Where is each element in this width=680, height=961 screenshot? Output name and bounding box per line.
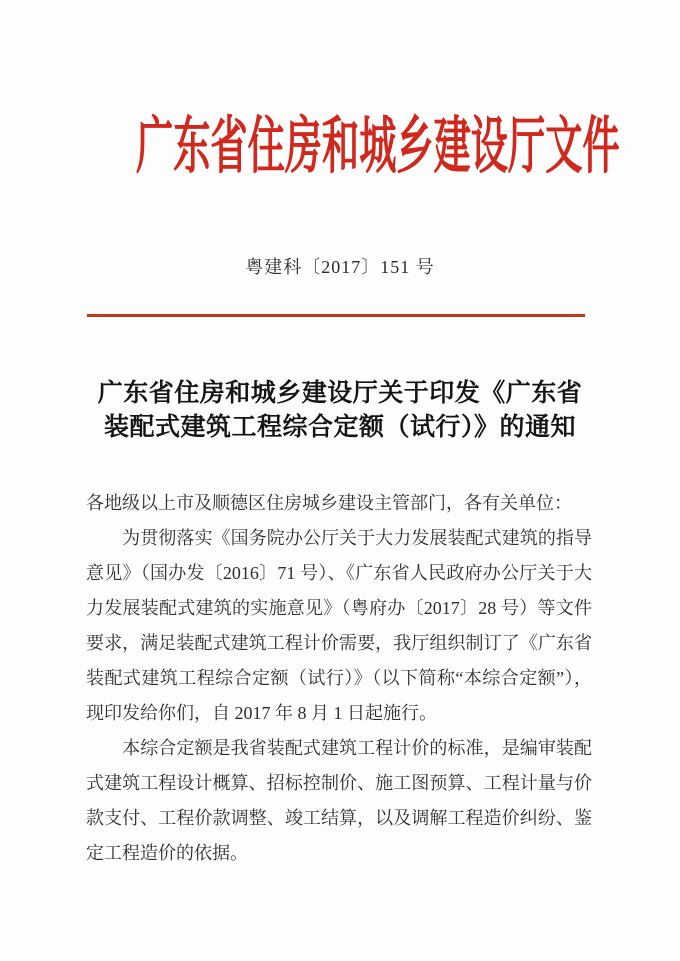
body-line: 要求，满足装配式建筑工程计价需要，我厅组织制订了《广东省 bbox=[86, 633, 592, 653]
agency-title: 广东省住房和城乡建设厅文件 bbox=[135, 113, 620, 181]
body-line: 定工程造价的依据。 bbox=[86, 843, 248, 863]
body-line-addressee: 各地级以上市及顺德区住房城乡建设主管部门，各有关单位： bbox=[86, 493, 572, 513]
body-line: 力发展装配式建筑的实施意见》（粤府办〔2017〕28 号）等文件 bbox=[86, 598, 592, 618]
document-title bbox=[50, 376, 630, 444]
body-line: 式建筑工程设计概算、招标控制价、施工图预算、工程计量与价 bbox=[86, 773, 592, 793]
body-line: 本综合定额是我省装配式建筑工程计价的标准，是编审装配 bbox=[86, 738, 592, 758]
body-line: 款支付、工程价款调整、竣工结算，以及调解工程造价纠纷、鉴 bbox=[86, 808, 592, 828]
document-title-line1: 广东省住房和城乡建设厅关于印发《广东省 bbox=[97, 379, 583, 407]
body-line: 现印发给你们，自 2017 年 8 月 1 日起施行。 bbox=[86, 703, 437, 723]
document-title-line2: 装配式建筑工程综合定额（试行）》的通知 bbox=[103, 413, 576, 441]
doc-number: 粤建科〔2017〕151 号 bbox=[245, 257, 435, 277]
document-body bbox=[86, 486, 592, 871]
body-line: 意见》（国办发〔2016〕71 号）、《广东省人民政府办公厅关于大 bbox=[86, 563, 592, 583]
header-divider-line bbox=[87, 314, 585, 317]
body-line: 装配式建筑工程综合定额（试行）》（以下简称“本综合定额”）， bbox=[86, 668, 592, 688]
body-line: 为贯彻落实《国务院办公厅关于大力发展装配式建筑的指导 bbox=[86, 528, 592, 548]
